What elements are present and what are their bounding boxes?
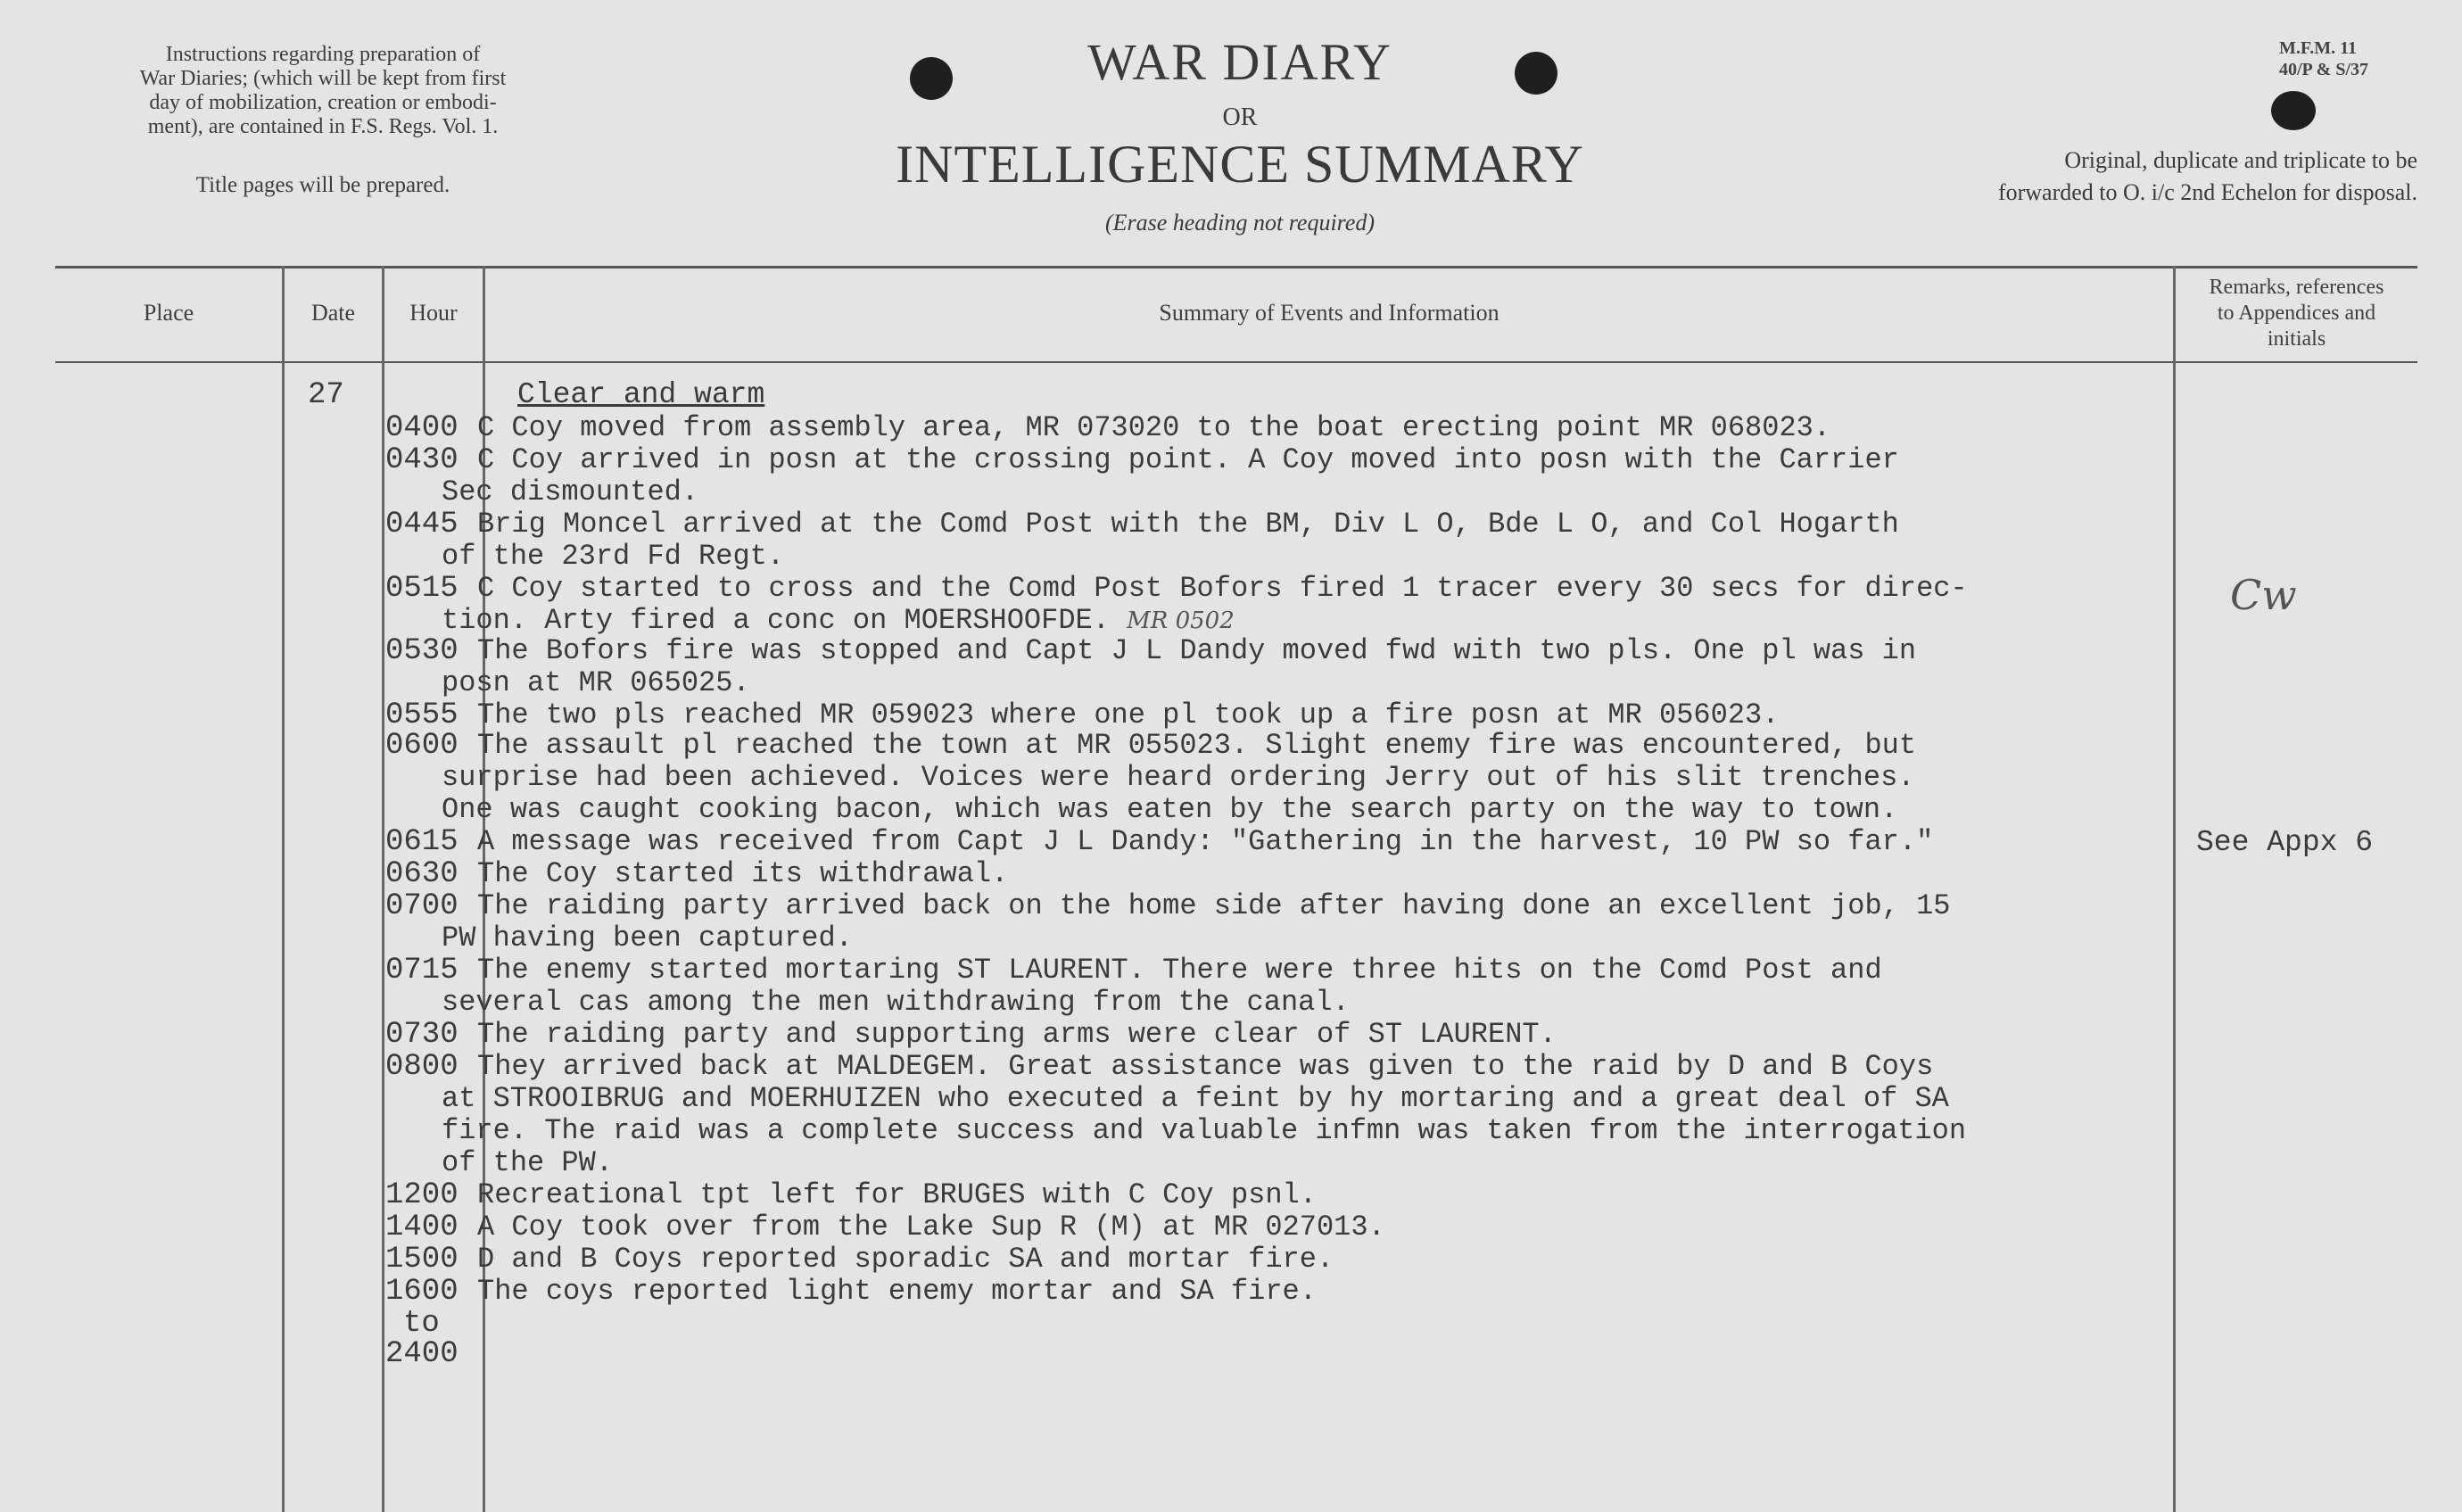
entry-hour: 0730 (385, 1018, 459, 1052)
entry-text (477, 1211, 2190, 1243)
entry-hour: 0530 (385, 634, 459, 668)
entry-text (442, 634, 2190, 699)
entry-line: A Coy took over from the Lake Sup R (M) at MR 027013. (477, 1210, 1385, 1243)
entry-line: The Bofors fire was stopped and Capt J L Dandy moved fwd with two pls. One pl was in (477, 634, 1917, 667)
weather-note: Clear and warm (517, 378, 765, 411)
entry-hour: 0700 (385, 889, 459, 923)
entry-text (477, 699, 2190, 731)
entry-line: PW having been captured. (442, 921, 853, 954)
entry-line: The coys reported light enemy mortar and SA fire. (477, 1275, 1317, 1308)
entry-hour: 1600 (385, 1275, 459, 1309)
column-header-remarks (2176, 275, 2417, 352)
punch-hole-icon (910, 57, 953, 100)
entry-hour: 0715 (385, 954, 459, 987)
column-header-date: Date (310, 300, 356, 326)
column-divider (382, 266, 384, 1512)
punch-hole-icon (1515, 52, 1557, 95)
form-number (2279, 37, 2368, 80)
punch-hole-icon (2271, 91, 2316, 130)
entry-line: of the 23rd Fd Regt. (442, 540, 785, 573)
entry-hour: 0600 (385, 729, 459, 763)
entry-line: surprise had been achieved. Voices were heard ordering Jerry out of his slit trenches. (442, 761, 1915, 794)
entry-hour-range-to: to (403, 1307, 440, 1341)
entry-text (477, 1243, 2190, 1276)
entry-hour: 1400 (385, 1210, 459, 1244)
handwritten-annotation: MR 0502 (1127, 607, 1235, 634)
instructions-line: Instructions regarding preparation of (165, 43, 481, 66)
entry-line: posn at MR 065025. (442, 666, 750, 699)
entry-text (442, 954, 2190, 1019)
instructions-line: War Diaries; (which will be kept from first (139, 67, 507, 90)
entry-line: of the PW. (442, 1146, 614, 1179)
instructions-line: ment), are contained in F.S. Regs. Vol. 1. (147, 115, 499, 138)
instructions-line: day of mobilization, creation or embodi- (149, 91, 497, 114)
entry-hour: 0430 (385, 443, 459, 477)
entry-text (477, 1019, 2190, 1051)
document-subtitle: INTELLIGENCE SUMMARY (896, 135, 1584, 194)
appendix-reference: See Appx 6 (2196, 826, 2374, 859)
entry-text (442, 443, 2190, 508)
entry-hour: 0555 (385, 698, 459, 732)
erase-note: (Erase heading not required) (1104, 210, 1376, 235)
entry-line: C Coy moved from assembly area, MR 073020 to the boat erecting point MR 068023. (477, 411, 1831, 444)
entry-line: Brig Moncel arrived at the Comd Post with the BM, Div L O, Bde L O, and Col Hogarth (477, 508, 1899, 541)
entry-text (442, 1050, 2190, 1179)
entry-line: The enemy started mortaring ST LAURENT. There were three hits on the Comd Post and (477, 954, 1882, 987)
remarks-header-line: Remarks, references (2209, 276, 2384, 299)
entry-line: The Coy started its withdrawal. (477, 857, 1009, 890)
title-or: OR (1222, 103, 1258, 131)
remarks-header-line: to Appendices and (2217, 302, 2376, 325)
entry-line: several cas among the men withdrawing from the canal. (442, 986, 1350, 1019)
entry-text (477, 826, 2190, 858)
entry-line: One was caught cooking bacon, which was eaten by the search party on the way to town. (442, 793, 1898, 826)
entry-text (442, 889, 2190, 954)
entry-text (477, 1276, 2190, 1308)
entry-line: D and B Coys reported sporadic SA and mortar fire. (477, 1243, 1334, 1276)
entry-hour: 0630 (385, 857, 459, 891)
handwritten-initials: Cw (2230, 571, 2297, 619)
entry-line: They arrived back at MALDEGEM. Great assistance was given to the raid by D and B Coys (477, 1050, 1934, 1083)
entry-line: C Coy arrived in posn at the crossing point. A Coy moved into posn with the Carrier (477, 443, 1899, 476)
entry-line: The raiding party arrived back on the home side after having done an excellent job, 15 (477, 889, 1951, 922)
document-title: WAR DIARY (1087, 33, 1392, 91)
forwarding-line: forwarded to O. i/c 2nd Echelon for disposal. (1997, 179, 2417, 205)
entry-text (442, 508, 2190, 573)
header-bottom-rule (55, 361, 2417, 363)
entry-line: The raiding party and supporting arms were clear of ST LAURENT. (477, 1018, 1557, 1051)
entry-text (442, 572, 2190, 637)
column-header-hour: Hour (409, 300, 458, 326)
entry-hour: 0515 (385, 572, 459, 606)
entry-line: tion. Arty fired a conc on MOERSHOOFDE. (442, 604, 1110, 637)
table-top-rule (55, 266, 2417, 269)
remarks-header-line: initials (2267, 327, 2326, 351)
entry-line: C Coy started to cross and the Comd Post Bofors fired 1 tracer every 30 secs for direc- (477, 572, 1968, 605)
column-header-summary: Summary of Events and Information (1159, 300, 1500, 326)
entry-line: The two pls reached MR 059023 where one pl took up a fire posn at MR 056023. (477, 698, 1780, 731)
entry-hour: 0400 (385, 411, 459, 445)
column-divider (282, 266, 285, 1512)
forwarding-line: Original, duplicate and triplicate to be (2064, 147, 2417, 173)
entry-hour: 0800 (385, 1050, 459, 1084)
form-number-line: 40/P & S/37 (2279, 60, 2369, 79)
entry-line: The assault pl reached the town at MR 055023. Slight enemy fire was encountered, but (477, 729, 1917, 762)
entry-text (477, 412, 2190, 444)
entry-line: A message was received from Capt J L Dandy: "Gathering in the harvest, 10 PW so far." (477, 825, 1934, 858)
entry-hour: 0615 (385, 825, 459, 859)
entry-text (477, 858, 2190, 890)
entry-line: Recreational tpt left for BRUGES with C Coy psnl. (477, 1178, 1317, 1211)
column-header-place: Place (143, 300, 194, 326)
instructions-note (55, 43, 591, 139)
form-number-line: M.F.M. 11 (2279, 38, 2358, 58)
entry-text (442, 729, 2190, 826)
entry-hour: 1500 (385, 1243, 459, 1277)
entry-hour: 0445 (385, 508, 459, 541)
entry-text (477, 1179, 2190, 1211)
entry-date: 27 (308, 378, 344, 412)
entry-line: at STROOIBRUG and MOERHUIZEN who executed a feint by hy mortaring and a great deal of SA (442, 1082, 1949, 1115)
entry-line: Sec dismounted. (442, 475, 699, 508)
entry-hour: 1200 (385, 1178, 459, 1212)
entry-line: fire. The raid was a complete success and valuable infmn was taken from the interrogation (442, 1114, 1967, 1147)
forwarding-note (1855, 145, 2417, 209)
entry-hour-range-end: 2400 (385, 1337, 459, 1371)
title-pages-note: Title pages will be prepared. (195, 173, 450, 197)
